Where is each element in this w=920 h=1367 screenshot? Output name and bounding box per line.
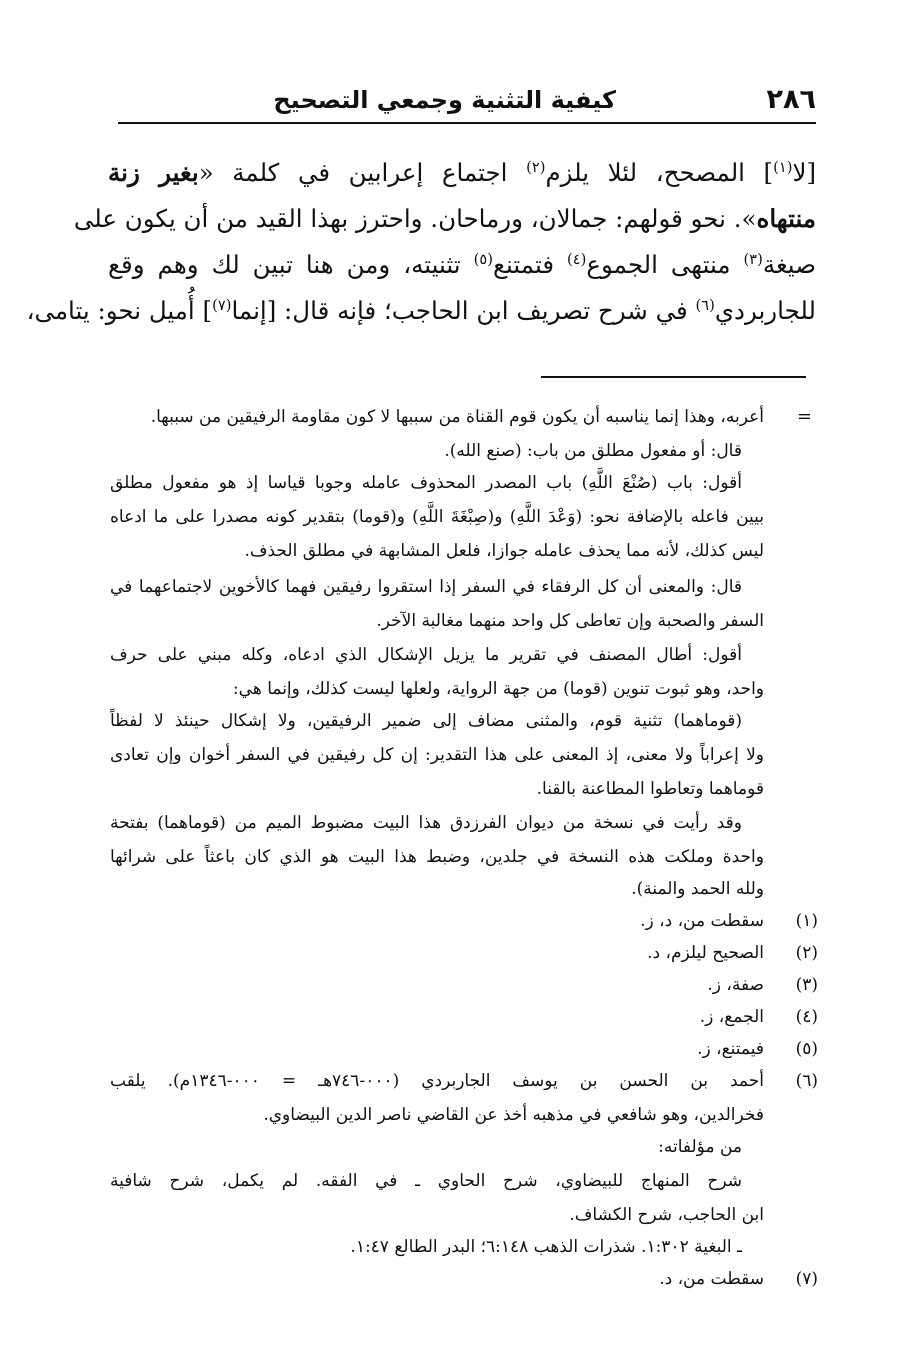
footnote-line [110,1166,818,1196]
footnote-line [110,640,818,670]
footnote-line [110,808,818,838]
footnote-text: واحد، وهو ثبوت تنوين (قوما) من جهة الرواية، ولعلها ليست كذلك، وإنما هي: [232,679,764,699]
main-line: منتهاه». نحو قولهم: جمالان، ورماحان. واحترز بهذا القيد من أن يكون على [73,204,816,233]
main-line: صيغة$^{(٣)}$ منتهى الجموع$^{(٤)}$ فتمتنع$^{(٥)}$ تثنيته، ومن هنا تبين لك وهم وقع [108,250,816,279]
footnote-item [110,906,818,936]
footnote-text: أقول: أطال المصنف في تقرير ما يزيل الإشكال الذي ادعاه، وكله مبني على حرف [110,645,742,665]
footnote-item [110,970,818,1000]
footnote-text: أعربه، وهذا إنما يناسبه أن يكون قوم القناة من سببها لا كون مقاومة الرفيقين من سببها. [150,407,764,427]
footnote-line [110,842,818,872]
footnote-item [110,1002,818,1032]
footnote-line [110,1132,818,1162]
footnote-text: قال: أو مفعول مطلق من باب: (صنع الله). [444,441,742,461]
footnote-text: صفة، ز. [707,975,764,995]
main-paragraph [26,150,817,334]
footnote-text: قوماهما وتعاطوا المطاعنة بالقنا. [536,779,764,799]
footnote-text: وقد رأيت في نسخة من ديوان الفرزدق هذا البيت مضبوط الميم من (قوماهما) بفتحة [110,813,742,833]
footnote-text: شرح المنهاج للبيضاوي، شرح الحاوي ـ في الفقه. لم يكمل، شرح شافية [110,1171,742,1191]
footnote-line [110,1100,818,1130]
footnote-item [110,1264,818,1294]
footnote-line [110,572,818,602]
running-header [118,82,816,124]
footnote-line [110,740,818,770]
footnote-text: السفر والصحبة وإن تعاطى كل واحد منهما مغالبة الآخر. [376,611,764,631]
continuation-marker: = [796,406,812,427]
footnote-text: واحدة وملكت هذه النسخة في جلدين، وضبط هذا البيت هو الذي كان باعثاً على شرائها [110,847,764,867]
main-text [26,150,817,334]
footnote-line [110,402,818,432]
footnote-line [110,468,818,498]
footnote-text: سقطت من، د، ز. [640,911,764,931]
footnote-line [110,1200,818,1230]
footnote-marker: (١) [795,911,818,931]
footnote-text: من مؤلفاته: [658,1137,742,1157]
chapter-title: كيفية التثنية وجمعي التصحيح [273,86,616,114]
footnote-text: بيين فاعله بالإضافة نحو: (وَعْدَ اللَّهِ) و(صِبْغَةَ اللَّهِ) و(قوما) بتقدير كونه مصدرا على ما ادعاه [110,507,764,527]
footnote-line [110,706,818,736]
footnote-marker: (٧) [795,1269,818,1289]
footnote-text: ليس كذلك، لأنه مما يحذف عامله جوازا، فلعل المشابهة في مطلق الحذف. [244,541,764,561]
footnote-text: ـ البغية ١:٣٠٢. شذرات الذهب ٦:١٤٨؛ البدر الطالع ١:٤٧. [350,1237,742,1257]
footnote-text: ابن الحاجب، شرح الكشاف. [569,1205,764,1225]
footnote-text: (قوماهما) تثنية قوم، والمثنى مضاف إلى ضمير الرفيقين، ولا إشكال حينئذ لا لفظاً [110,711,742,731]
footnote-text: الصحيح ليلزم، د. [647,943,764,963]
footnote-text: أقول: باب (صُنْعَ اللَّهِ) باب المصدر المحذوف عامله وجوبا قياسا إذ هو مفعول مطلق [110,473,742,493]
page-number: ٢٨٦ [766,84,816,115]
footnote-text: ولله الحمد والمنة). [631,879,764,899]
footnote-line [110,674,818,704]
footnote-marker: (٤) [795,1007,818,1027]
footnote-marker: (٣) [795,975,818,995]
footnote-text: الجمع، ز. [699,1007,764,1027]
footnote-marker: (٦) [795,1071,818,1091]
footnote-separator [541,376,806,378]
main-line: للجاربردي$^{(٦)}$ في شرح تصريف ابن الحاجب؛ فإنه قال: [إنما$^{(٧)}$] أُميل نحو: يتامى، [26,296,816,325]
footnote-item [110,938,818,968]
footnote-item [110,1034,818,1064]
footnote-text: فيمتنع، ز. [697,1039,764,1059]
footnote-marker: (٥) [795,1039,818,1059]
footnote-line [110,774,818,804]
footnote-line [110,874,818,904]
footnote-text: سقطت من، د. [659,1269,764,1289]
main-line: [لا$^{(١)}$] المصحح، لئلا يلزم$^{(٢)}$ اجتماع إعرابين في كلمة «بغير زنة [108,158,817,187]
footnote-text: فخرالدين، وهو شافعي في مذهبه أخذ عن القاضي ناصر الدين البيضاوي. [263,1105,764,1125]
footnote-text: أحمد بن الحسن بن يوسف الجاربردي (٠٠٠-٧٤٦هـ = ٠٠٠-١٣٤٦م). يلقب [110,1071,764,1091]
footnote-line [110,536,818,566]
footnote-line [110,606,818,636]
footnote-text: ولا إعراباً ولا معنى، إذ المعنى على هذا التقدير: إن كل رفيقين في السفر أخوان وإن تعادى [110,745,764,765]
footnote-line [110,1232,818,1262]
footnote-line [110,502,818,532]
footnote-line [110,436,818,466]
footnote-item [110,1066,818,1096]
footnote-marker: (٢) [795,943,818,963]
footnote-text: قال: والمعنى أن كل الرفقاء في السفر إذا استقروا رفيقين فهما كالأخوين لاجتماعهما في [110,577,742,597]
